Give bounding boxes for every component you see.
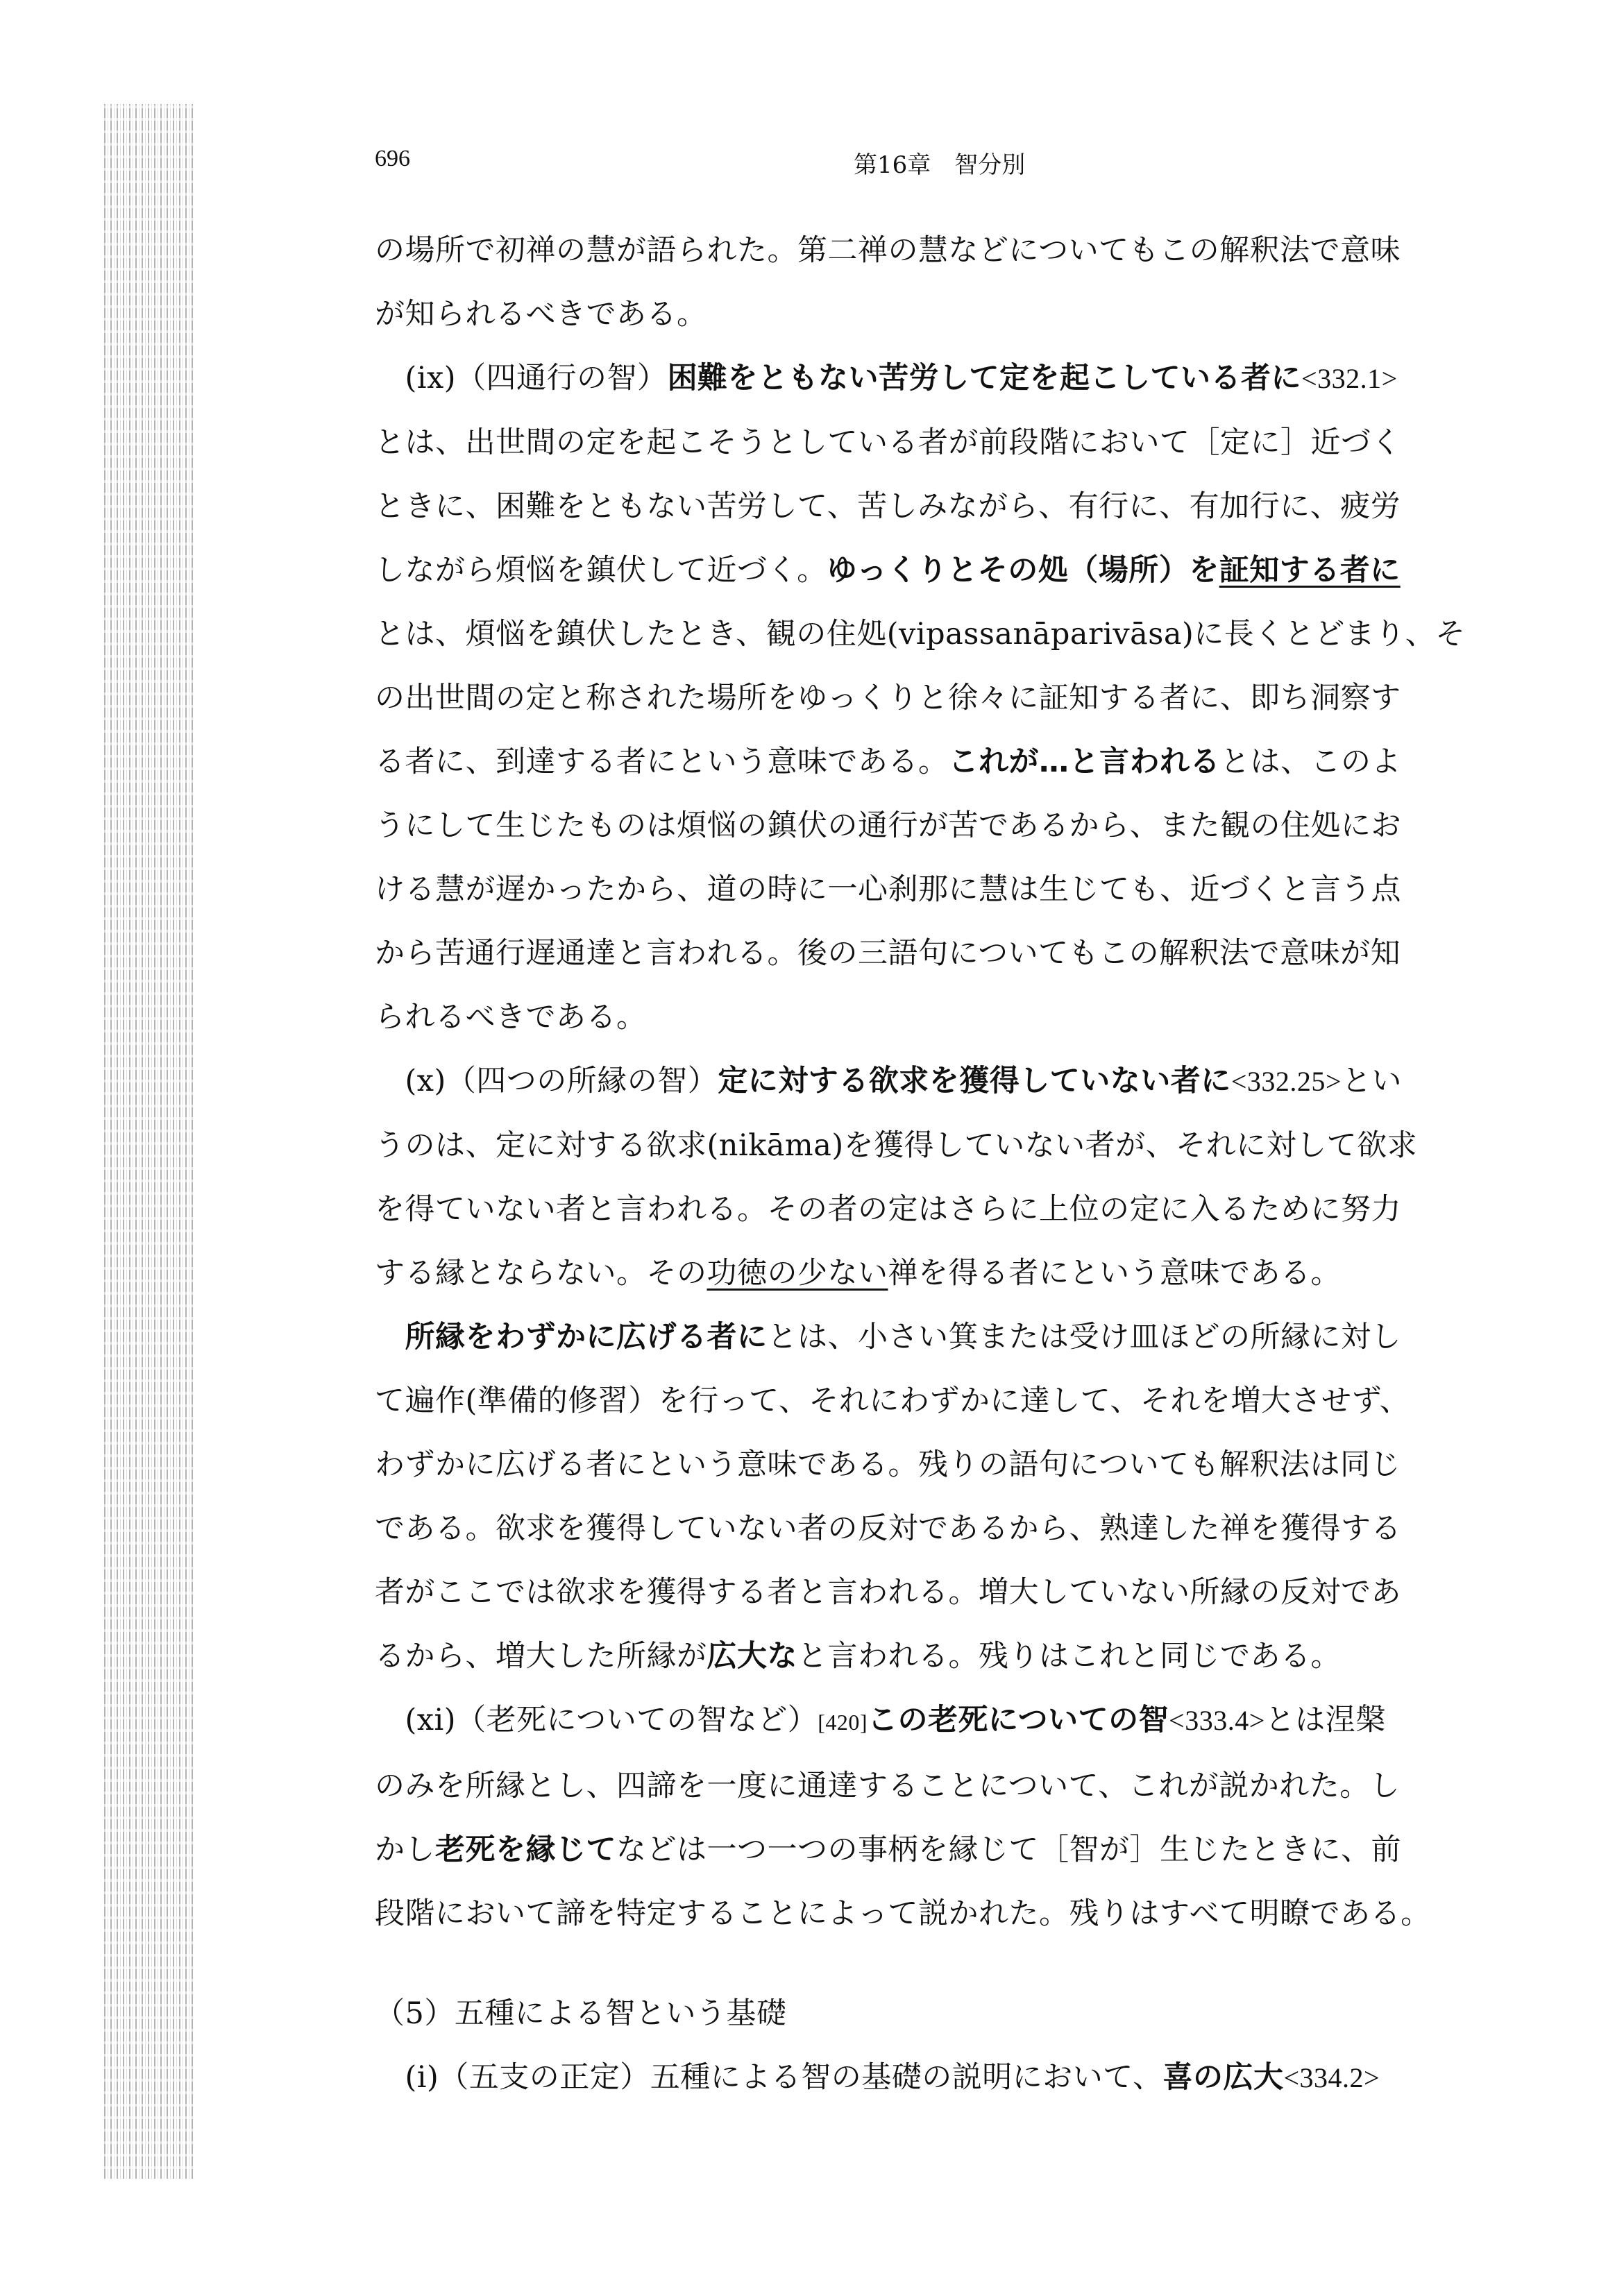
text-line [375,1177,1579,1241]
text-run: ける慧が遅かったから、道の時に一心刹那に慧は生じても、近づくと言う点 [375,872,1401,907]
bold-term: 広大な [707,1639,797,1674]
text-line [375,1305,1579,1369]
section-heading: （5）五種による智という基礎 [375,1996,787,2031]
text-run: られるべきである。 [375,1000,647,1035]
text-line [375,538,1579,602]
text-run: うのは、定に対する欲求(nikāma)を獲得していない者が、それに対して欲求 [375,1128,1418,1163]
page-number: 696 [375,146,410,171]
text-run: (xi)（老死についての智など） [375,1703,818,1737]
text-run: などは一つ一つの事柄を縁じて［智が］生じたときに、前 [616,1832,1401,1867]
text-line [375,1882,1579,1946]
text-run: るから、増大した所縁が [375,1639,707,1674]
text-line [375,602,1579,666]
bold-term: ゆっくりとその処（場所）を [827,553,1219,588]
running-head [375,146,1562,187]
text-line [375,985,1579,1049]
text-line [375,1818,1579,1882]
text-run: のみを所縁とし、四諦を一度に通達することについて、これが説かれた。し [375,1769,1401,1803]
text-line [375,1688,1579,1754]
paragraph [375,219,1579,346]
text-run: の場所で初禅の慧が語られた。第二禅の慧などについてもこの解釈法で意味 [375,233,1401,268]
text-run: とは涅槃 [1264,1703,1386,1737]
bold-term: 所縁をわずかに広げる者に [405,1320,768,1354]
text-line [375,1624,1579,1688]
text-run: (x)（四つの所縁の智） [375,1064,718,1098]
text-run: 禅を得る者にという意味である。 [888,1256,1341,1291]
text-line [375,1561,1579,1624]
text-line [375,1369,1579,1433]
text-line [375,730,1579,794]
section-reference: <334.2> [1283,2062,1380,2093]
section-reference: <332.1> [1301,363,1398,394]
text-line [375,219,1579,282]
text-run: を得ていない者と言われる。その者の定はさらに上位の定に入るために努力 [375,1192,1401,1227]
bold-underlined-term: 証知する者に [1219,553,1401,588]
text-run: て遍作(準備的修習）を行って、それにわずかに達して、それを増大させず、 [375,1384,1410,1418]
text-line [375,1241,1579,1305]
paragraph [375,346,1579,1049]
text-run: ときに、困難をともない苦労して、苦しみながら、有行に、有加行に、疲労 [375,489,1401,524]
paragraph [375,1049,1579,1305]
text-line [375,2046,1579,2110]
text-line [375,1497,1579,1561]
text-run: が知られるべきである。 [375,297,707,332]
text-run: である。欲求を獲得していない者の反対であるから、熟達した禅を獲得する [375,1511,1401,1546]
text-run: 段階において諦を特定することによって説かれた。残りはすべて明瞭である。 [375,1896,1431,1931]
chapter-title: 第16章 智分別 [854,151,1026,179]
text-run: 者がここでは欲求を獲得する者と言われる。増大していない所縁の反対であ [375,1575,1401,1610]
text-run: (i)（五支の正定）五種による智の基礎の説明において、 [375,2060,1163,2095]
text-run: とい [1341,1064,1402,1098]
text-line [375,475,1579,538]
paragraph [375,1305,1579,1688]
text-run: わずかに広げる者にという意味である。残りの語句についても解釈法は同じ [375,1447,1401,1482]
text-line [375,921,1579,985]
bold-term: 困難をともない苦労して定を起こしている者に [667,361,1302,396]
text-run: から苦通行遅通達と言われる。後の三語句についてもこの解釈法で意味が知 [375,936,1401,971]
section-reference: <333.4> [1169,1705,1265,1736]
book-spine-shadow [104,104,194,2179]
paragraph [375,1688,1579,1946]
body-text [375,219,1579,2110]
bold-term: 定に対する欲求を獲得していない者に [718,1064,1231,1098]
bold-term: この老死についての智 [868,1703,1169,1737]
text-run: とは、このよ [1220,745,1401,779]
text-run: の出世間の定と称された場所をゆっくりと徐々に証知する者に、即ち洞察す [375,681,1401,715]
text-line [375,282,1579,346]
text-run: とは、小さい箕または受け皿ほどの所縁に対し [767,1320,1401,1354]
text-line [375,411,1579,475]
text-run: する縁とならない。その [375,1256,707,1291]
text-run: しながら煩悩を鎮伏して近づく。 [375,553,827,588]
text-line [375,794,1579,858]
section-gap [375,1946,1579,1982]
text-run: かし [375,1832,435,1867]
text-run: とは、出世間の定を起こそうとしている者が前段階において［定に］近づく [375,425,1401,460]
bold-term: 老死を縁じて [435,1832,616,1867]
text-line [375,858,1579,921]
bold-term: 喜の広大 [1162,2060,1284,2095]
text-run [375,1320,405,1354]
text-run: と言われる。残りはこれと同じである。 [797,1639,1341,1674]
text-line [375,666,1579,730]
text-run: うにして生じたものは煩悩の鎮伏の通行が苦であるから、また観の住処にお [375,808,1401,843]
text-line [375,346,1579,411]
text-line [375,1433,1579,1497]
underlined-term: 功徳の少ない [707,1256,888,1291]
text-line [375,1114,1579,1177]
text-line [375,1049,1579,1114]
text-run: る者に、到達する者にという意味である。 [375,745,949,779]
text-run: とは、煩悩を鎮伏したとき、観の住処(vipassanāparivāsa)に長くとどまり、そ [375,617,1466,652]
text-line [375,1754,1579,1818]
section-reference: <332.25> [1230,1066,1342,1097]
text-run: (ix)（四通行の智） [375,361,668,396]
bold-term: これが…と言われる [948,745,1220,779]
page-reference: [420] [818,1710,868,1735]
